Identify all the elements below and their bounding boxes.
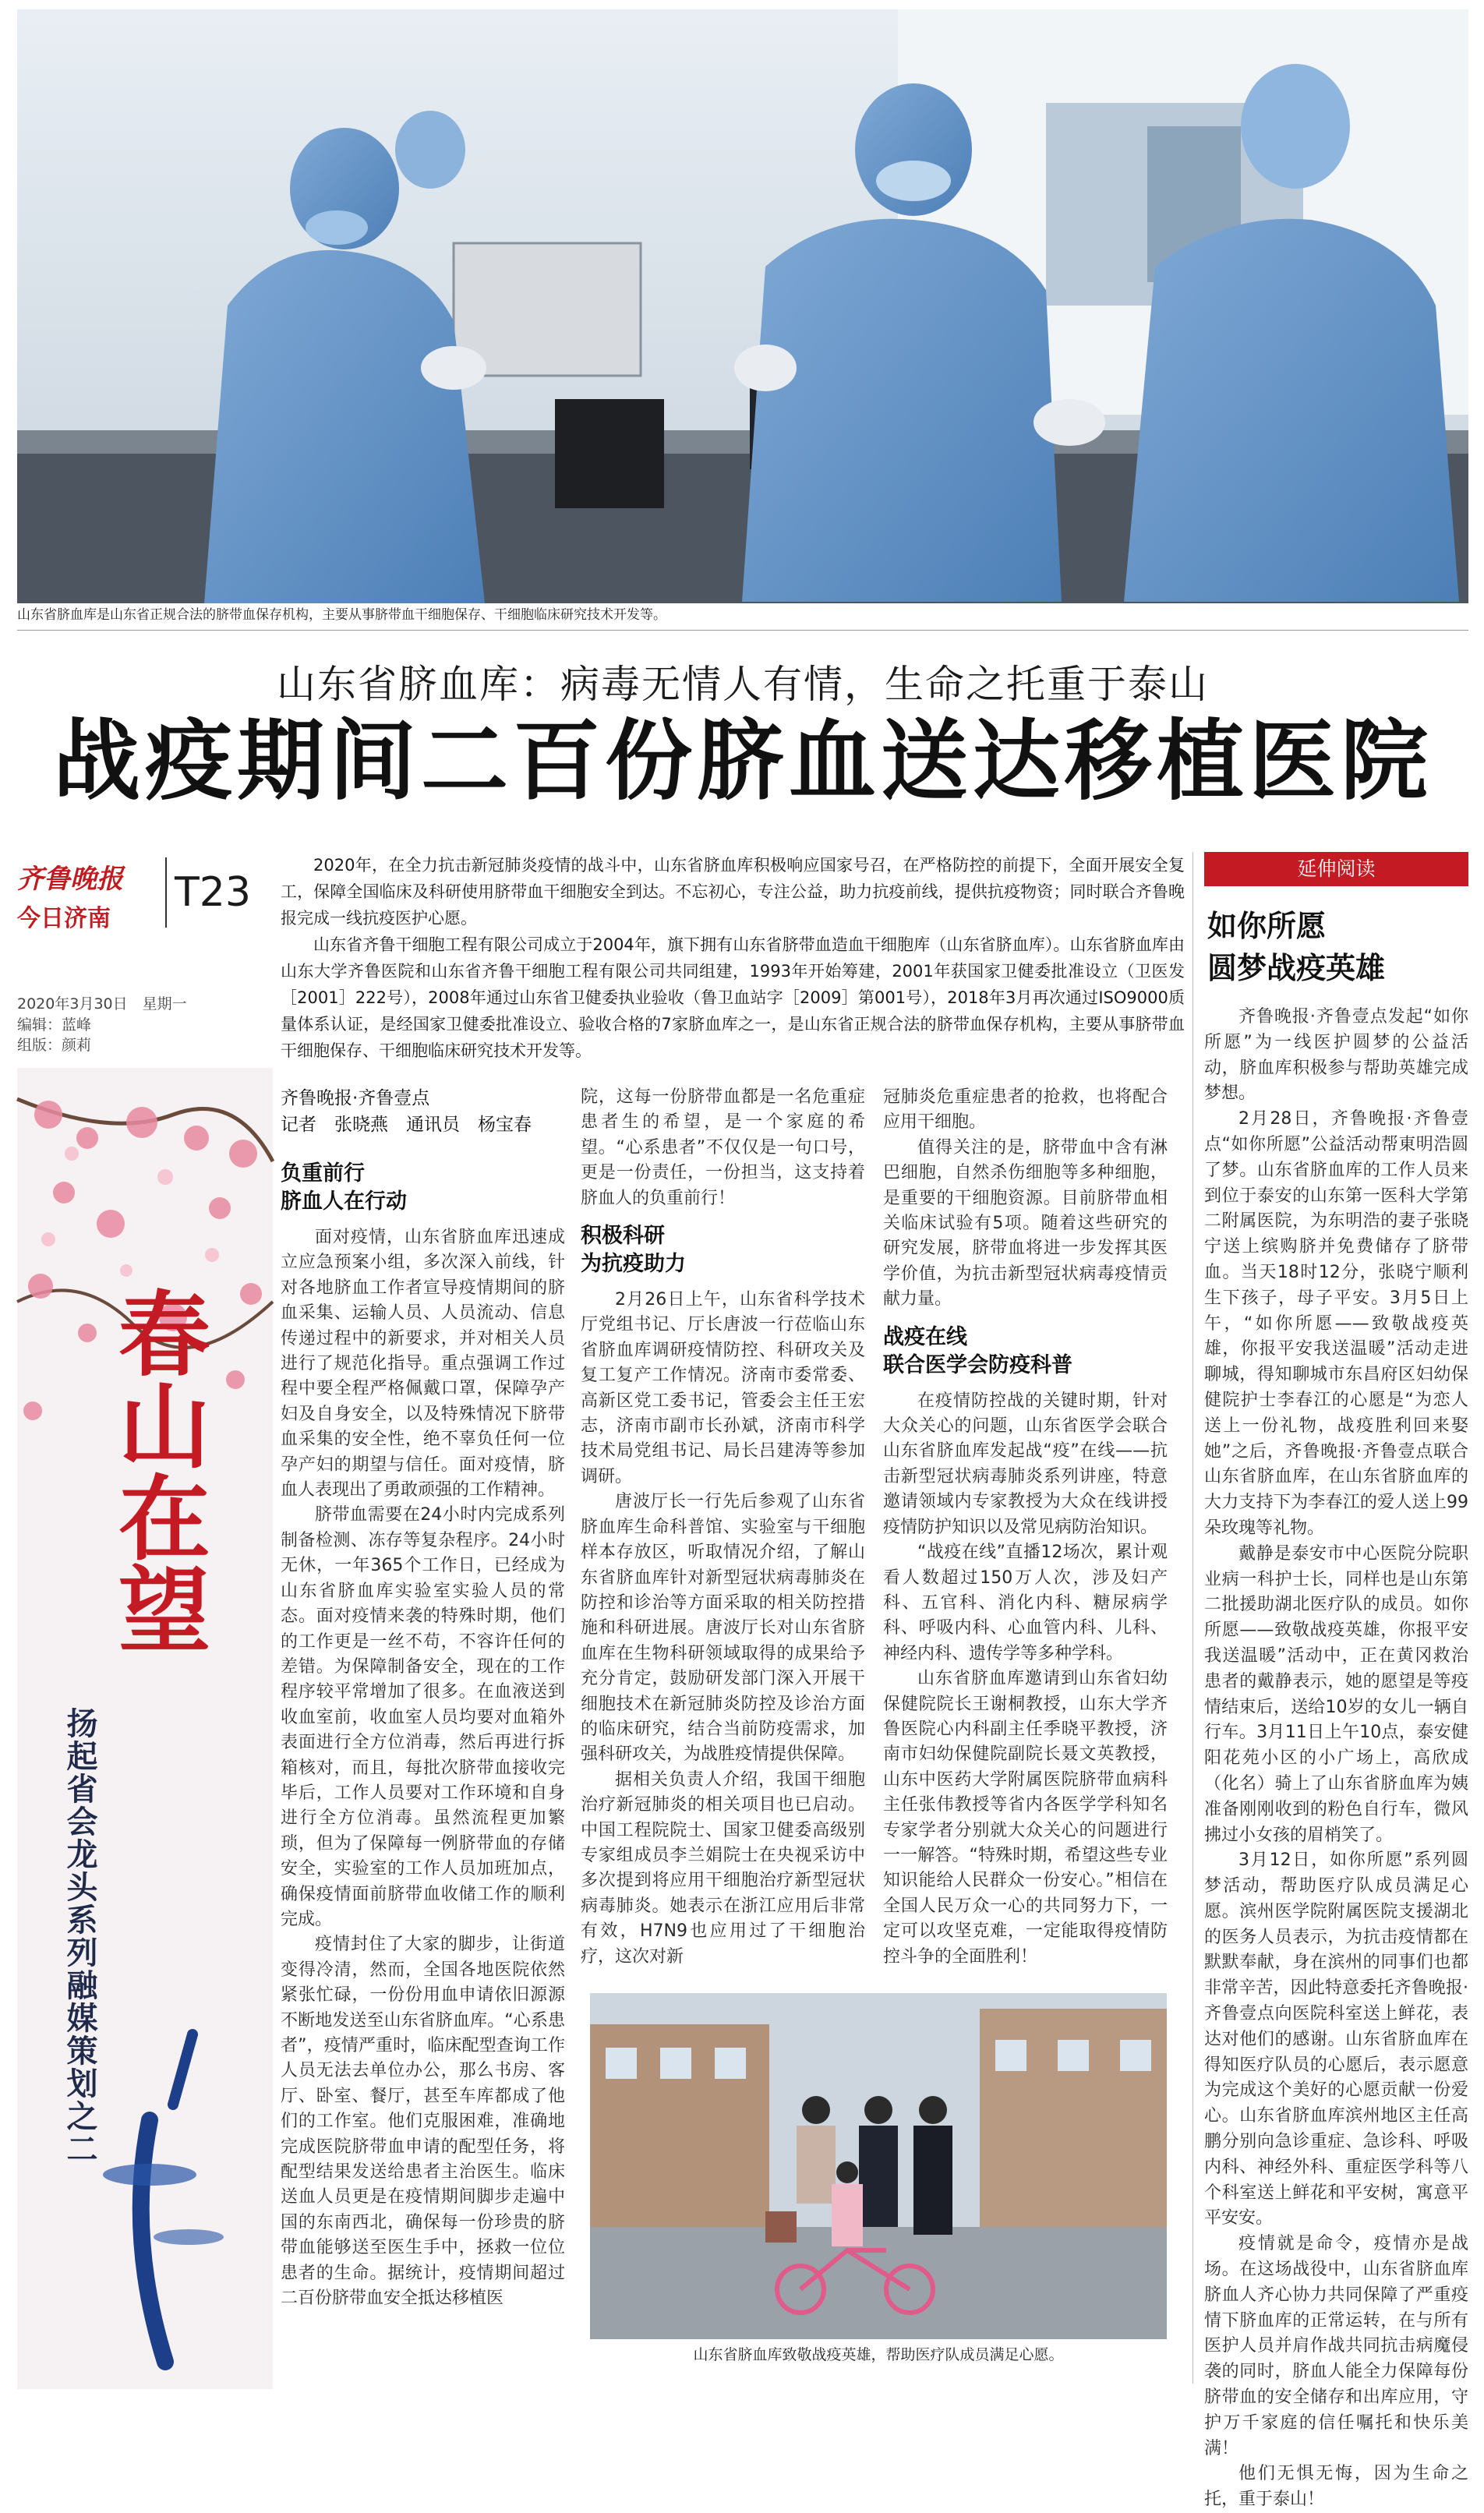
subheadline: 山东省脐血库：病毒无情人有情，生命之托重于泰山 bbox=[277, 662, 1209, 707]
section-heading-line: 脐血人在行动 bbox=[281, 1189, 407, 1214]
section-heading-line: 负重前行 bbox=[281, 1161, 365, 1186]
article-paragraph: 院，这每一份脐带血都是一名危重症患者生的希望，是一个家庭的希望。“心系患者”不仅仅是一句口号，更是一份责任，一份担当，这支持着脐血人的负重前行！ bbox=[581, 1087, 865, 1208]
poster-subtitle: 扬起省会龙头系列融媒策划之二 bbox=[62, 1707, 97, 2165]
top-photo-caption: 山东省脐血库是山东省正规合法的脐带血保存机构，主要从事脐带血干细胞保存、干细胞临床研究技术开发等。 bbox=[17, 607, 666, 623]
article-paragraph: 脐带血需要在24小时内完成系列制备检测、冻存等复杂程序。24小时无休，一年365个工作日，已经成为山东省脐血库实验室实验人员的常态。面对疫情来袭的特殊时期，他们的工作更是一丝不苟，不容许任何的差错。为保障制备安全，现在的工作程序较平常增加了很多。在血液送到收血室前，收血室人员均要对血箱外表面进行全方位消毒，然后再进行拆箱核对，而且，每批次脐带血接收完毕后，工作人员要对工作环境和自身进行全方位消毒。虽然流程更加繁琐，但为了保障每一例脐带血的存储安全，实验室的工作人员加班加点，确保疫情面前脐带血收储工作的顺利完成。 bbox=[281, 1505, 565, 1929]
lead-paragraphs bbox=[281, 852, 1185, 1064]
sidebar-paragraph: 齐鲁晚报·齐鲁壹点发起“如你所愿”为一线医护圆梦的公益活动，脐血库积极参与帮助英雄完成梦想。 bbox=[1204, 1007, 1468, 1104]
section-heading-line: 积极科研 bbox=[581, 1224, 665, 1249]
bottom-photo-caption: 山东省脐血库致敬战疫英雄，帮助医疗队成员满足心愿。 bbox=[693, 2346, 1064, 2363]
byline-line: 记者 张晓燕 通讯员 杨宝春 bbox=[281, 1115, 532, 1135]
sidebar-paragraph: 他们无惧无悔，因为生命之托，重于泰山！ bbox=[1204, 2464, 1468, 2510]
article-paragraph: 面对疫情，山东省脐血库迅速成立应急预案小组，多次深入前线，针对各地脐血工作者宣导疫情期间的脐血采集、运输人员、人员流动、信息传递过程中的新要求，并对相关人员进行了规范化指导。重点强调工作过程中要全程严格佩戴口罩，保障孕产妇及自身安全，以及特殊情况下脐带血采集的安全性，绝不辜负任何一位孕产妇的期望与信任。面对疫情，脐血人表现出了勇敢顽强的工作精神。 bbox=[281, 1228, 565, 1500]
layout-credit: 组版：颜莉 bbox=[17, 1037, 92, 1054]
poster-title: 春山在望 bbox=[103, 1286, 211, 1654]
lead-paragraph: 山东省齐鲁干细胞工程有限公司成立于2004年，旗下拥有山东省脐带血造血干细胞库（山东省脐血库）。山东省脐血库由山东大学齐鲁医院和山东省齐鲁干细胞工程有限公司共同组建，1993年开始筹建，2001年获国家卫健委批准设立（卫医发［2001］222号），2008年通过山东省卫健委执业验收（鲁卫血站字［2009］第001号），2018年3月再次通过ISO9000质量体系认证，是经国家卫健委批准设立、验收合格的7家脐血库之一，是山东省正规合法的脐带血保存机构，主要从事脐带血干细胞保存、干细胞临床研究技术开发等。 bbox=[281, 935, 1185, 1060]
article-paragraph: 冠肺炎危重症患者的抢救，也将配合应用干细胞。 bbox=[883, 1087, 1168, 1133]
sidebar-title-line: 圆梦战疫英雄 bbox=[1207, 951, 1386, 985]
sidebar-paragraph: 2月28日，齐鲁晚报·齐鲁壹点“如你所愿”公益活动帮東明浩圆了梦。山东省脐血库的工作人员来到位于泰安的山东第一医科大学第二附属医院，为东明浩的妻子张晓宁送上缤购脐并免费储存了脐带血。当天18时12分，张晓宁顺利生下孩子，母子平安。3月5日上午，“如你所愿——致敬战疫英雄，你报平安我送温暖”活动走进聊城，得知聊城市东昌府区妇幼保健院护士李春江的心愿是“为恋人送上一份礼物，战疫胜利回来娶她”之后，齐鲁晚报·齐鲁壹点联合山东省脐血库，在山东省脐血库的大力支持下为李春江的爱人送上99朵玫瑰等礼物。 bbox=[1204, 1109, 1468, 1538]
article-paragraph: 据相关负责人介绍，我国干细胞治疗新冠肺炎的相关项目也已启动。中国工程院院士、国家卫健委高级别专家组成员李兰娟院士在央视采访中多次提到将应用干细胞治疗新型冠状病毒肺炎。她表示在浙江应用后非常有效，H7N9也应用过了干细胞治疗，这次对新 bbox=[581, 1769, 865, 1967]
article-column-1 bbox=[281, 1085, 565, 2311]
section-heading-line: 联合医学会防疫科普 bbox=[883, 1352, 1072, 1377]
sidebar-title-line: 如你所愿 bbox=[1207, 909, 1327, 943]
article-column-2 bbox=[581, 1085, 865, 1970]
sidebar-paragraph: 疫情就是命令，疫情亦是战场。在这场战役中，山东省脐血库脐血人齐心协力共同保障了严重疫情下脐血库的正常运转，在与所有医护人员并肩作战共同抗击病魔侵袭的同时，脐血人能全力保障每份脐带血的安全储存和出库应用，守护万千家庭的信任嘱托和快乐美满！ bbox=[1204, 2234, 1468, 2458]
article-column-3 bbox=[883, 1085, 1168, 1970]
sidebar-body bbox=[1204, 1005, 1468, 2513]
page-headline: 战疫期间二百份脐血送达移植医院 bbox=[53, 711, 1433, 812]
article-paragraph: 山东省脐血库邀请到山东省妇幼保健院院长王谢桐教授，山东大学齐鲁医院心内科副主任季晓平教授，济南市妇幼保健院副院长聂文英教授，山东中医药大学附属医院脐带血病科主任张伟教授等省内各医学学科知名专家学者分别就大众关心的问题进行一一解答。“特殊时期，希望这些专业知识能给人民群众一份安心。”相信在全国人民万众一心的共同努力下，一定可以攻坚克难，一定能取得疫情防控斗争的全面胜利！ bbox=[883, 1669, 1168, 1967]
newspaper-brand: 齐鲁晚报 bbox=[17, 864, 123, 895]
byline-line: 齐鲁晚报·齐鲁壹点 bbox=[281, 1088, 430, 1108]
section-heading-line: 战疫在线 bbox=[883, 1324, 967, 1349]
divider bbox=[17, 630, 1468, 631]
article-paragraph: 在疫情防控战的关键时期，针对大众关心的问题，山东省医学会联合山东省脐血库发起战“疫”在线——抗击新型冠状病毒肺炎系列讲座，特意邀请领域内专家教授为大众在线讲授疫情防护知识以及常见病防治知识。 bbox=[883, 1391, 1168, 1537]
article-paragraph: 唐波厅长一行先后参观了山东省脐血库生命科普馆、实验室与干细胞样本存放区，听取情况介绍，了解山东省脐血库针对新型冠状病毒肺炎在防控和诊治等方面采取的相关防控措施和科研进展。唐波厅长对山东省脐血库在生物科研领域取得的成果给予充分肯定，鼓励研发部门深入开展干细胞技术在新冠肺炎防控及诊治方面的临床研究，结合当前防疫需求，加强科研攻关，为战胜疫情提供保障。 bbox=[581, 1492, 865, 1765]
plum-blossom-illustration bbox=[17, 1068, 273, 2389]
issue-date: 2020年3月30日 星期一 bbox=[17, 995, 187, 1013]
sidebar-title bbox=[1204, 905, 1468, 989]
sidebar-paragraph: 戴静是泰安市中心医院分院职业病一科护士长，同样也是山东第二批援助湖北医疗队的成员。如你所愿——致敬战疫英雄，你报平安我送温暖”活动中，正在黄冈救治患者的戴静表示，她的愿望是等疫情结束后，送给10岁的女儿一辆自行车。3月11日上午10点，泰安健阳花苑小区的小广场上，高欣成（化名）骑上了山东省脐血库为姨准备刚刚收到的粉色自行车，微风拂过小女孩的眉梢笑了。 bbox=[1204, 1543, 1468, 1845]
edition-name: 今日济南 bbox=[17, 905, 111, 932]
editor-credit: 编辑：蓝峰 bbox=[17, 1016, 92, 1034]
masthead bbox=[17, 857, 274, 967]
section-heading-line: 为抗疫助力 bbox=[581, 1252, 686, 1277]
sidebar-tag: 延伸阅读 bbox=[1204, 852, 1468, 886]
sidebar-paragraph: 3月12日，如你所愿”系列圆梦活动，帮助医疗队成员满足心愿。滨州医学院附属医院支援湖北的医务人员表示，为抗击疫情都在默默奉献，身在滨州的同事们也都非常辛苦，因此特意委托齐鲁晚报·齐鲁壹点向医院科室送上鲜花，表达对他们的感谢。山东省脐血库在得知医疗队员的心愿后，表示愿意为完成这个美好的心愿贡献一份爱心。山东省脐血库滨州地区主任高鹏分别向急诊重症、急诊科、呼吸内科、神经外科、重症医学科等八个科室送上鲜花和平安树，寓意平平安安。 bbox=[1204, 1850, 1468, 2228]
section-heading bbox=[581, 1222, 865, 1278]
byline bbox=[281, 1085, 565, 1138]
sidebar-extended-reading bbox=[1204, 852, 1468, 2513]
section-heading bbox=[281, 1160, 565, 1216]
top-lab-photo bbox=[17, 9, 1468, 603]
article-paragraph: 2月26日上午，山东省科学技术厅党组书记、厅长唐波一行莅临山东省脐血库调研疫情防控、科研攻关及复工复产工作情况。济南市委常委、高新区党工委书记，管委会主任王宏志，济南市副市长孙斌，济南市科学技术局党组书记、局长吕建涛等参加调研。 bbox=[581, 1290, 865, 1486]
series-poster bbox=[17, 1068, 273, 2389]
column-divider bbox=[1192, 852, 1193, 2384]
bottom-family-photo bbox=[590, 1993, 1167, 2339]
article-paragraph: 值得关注的是，脐带血中含有淋巴细胞，自然杀伤细胞等多种细胞，是重要的干细胞资源。目前脐带血相关临床试验有5项。随着这些研究的研究发展，脐带血将进一步发挥其医学价值，为抗击新型冠状病毒疫情贡献力量。 bbox=[883, 1137, 1168, 1310]
article-paragraph: “战疫在线”直播12场次，累计观看人数超过150万人次，涉及妇产科、五官科、消化内科、糖尿病学科、呼吸内科、心血管内科、儿科、神经内科、遗传学等多种学科。 bbox=[883, 1543, 1168, 1663]
lead-paragraph: 2020年，在全力抗击新冠肺炎疫情的战斗中，山东省脐血库积极响应国家号召，在严格防控的前提下，全面开展安全复工，保障全国临床及科研使用脐带血干细胞安全到达。不忘初心，专注公益，助力抗疫前线，提供抗疫物资；同时联合齐鲁晚报完成一线抗疫医护心愿。 bbox=[281, 856, 1185, 928]
article-paragraph: 疫情封住了大家的脚步，让街道变得冷清，然而，全国各地医院依然紧张忙碌，一份份用血申请依旧源源不断地发送至山东省脐血库。“心系患者”，疫情严重时，临床配型查询工作人员无法去单位办公，那么书房、客厅、卧室、餐厅，甚至车库都成了他们的工作室。他们克服困难，准确地完成医院脐带血申请的配型任务，将配型结果发送给患者主治医生。临床送血人员更是在疫情期间脚步走遍中国的东南西北，确保每一份珍贵的脐带血能够送至医生手中，拯救一位位患者的生命。据统计，疫情期间超过二百份脐带血安全抵达移植医 bbox=[281, 1935, 565, 2309]
section-heading bbox=[883, 1324, 1168, 1380]
page-number: T23 bbox=[165, 857, 251, 928]
